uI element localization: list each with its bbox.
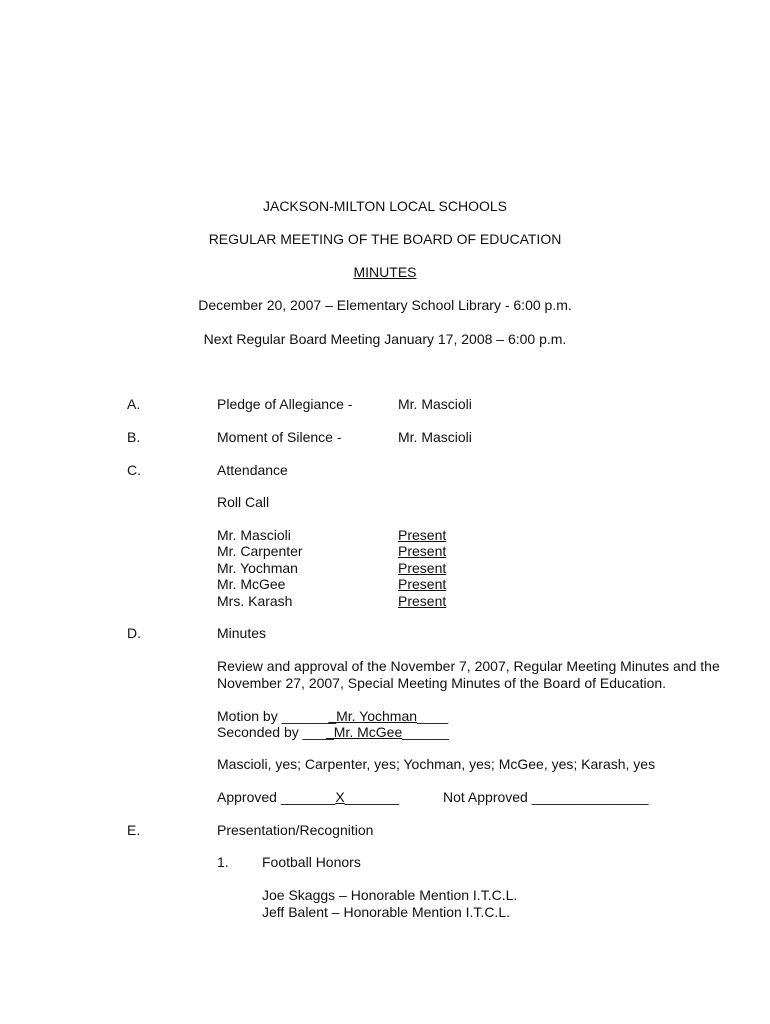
honor-entry: Joe Skaggs – Honorable Mention I.T.C.L.: [262, 887, 518, 903]
approved-prefix: Approved _______: [217, 789, 336, 805]
date-line: December 20, 2007 – Elementary School Library - 6:00 p.m.: [198, 297, 572, 313]
next-meeting-line: Next Regular Board Meeting January 17, 2008 – 6:00 p.m.: [203, 331, 567, 347]
motion-prefix: Motion by ______: [217, 708, 329, 724]
doc-type-title: [0, 264, 770, 280]
section-c-label: Attendance: [217, 462, 288, 478]
roll-status: Present: [398, 560, 447, 576]
motion-suffix: ____: [417, 708, 449, 724]
roll-name: Mrs. Karash: [217, 593, 293, 609]
approved-mark: X: [335, 789, 345, 805]
approved-suffix: _______: [344, 789, 400, 805]
section-a-value: Mr. Mascioli: [398, 396, 472, 412]
roll-status: Present: [398, 543, 447, 559]
section-d-letter: D.: [127, 625, 141, 641]
section-b-value: Mr. Mascioli: [398, 429, 472, 445]
vote-line: Mascioli, yes; Carpenter, yes; Yochman, yes; McGee, yes; Karash, yes: [217, 756, 656, 772]
section-a-letter: A.: [127, 396, 141, 412]
roll-status: Present: [398, 576, 447, 592]
roll-status: Present: [398, 593, 447, 609]
seconded-suffix: ______: [402, 724, 449, 740]
section-b-letter: B.: [127, 429, 141, 445]
section-b-label: Moment of Silence -: [217, 429, 342, 445]
section-a-label: Pledge of Allegiance -: [217, 396, 353, 412]
section-c-letter: C.: [127, 462, 141, 478]
roll-call-heading: Roll Call: [217, 494, 270, 510]
approved-line: [217, 789, 399, 805]
not-approved-line: Not Approved _______________: [443, 789, 649, 805]
roll-name: Mr. Yochman: [217, 560, 298, 576]
item-label: Football Honors: [262, 854, 361, 870]
honor-entry: Jeff Balent – Honorable Mention I.T.C.L.: [262, 904, 510, 920]
roll-name: Mr. Carpenter: [217, 543, 303, 559]
review-text-line-1: Review and approval of the November 7, 2007, Regular Meeting Minutes and the: [217, 658, 720, 674]
motion-line: [217, 708, 448, 724]
meeting-title: REGULAR MEETING OF THE BOARD OF EDUCATION: [208, 231, 562, 247]
section-d-label: Minutes: [217, 625, 267, 641]
roll-name: Mr. McGee: [217, 576, 286, 592]
section-e-label: Presentation/Recognition: [217, 822, 374, 838]
org-title: JACKSON-MILTON LOCAL SCHOOLS: [262, 198, 507, 214]
seconded-prefix: Seconded by ___: [217, 724, 326, 740]
item-number: 1.: [217, 854, 229, 870]
review-text-line-2: November 27, 2007, Special Meeting Minutes of the Board of Education.: [217, 675, 667, 691]
roll-status: Present: [398, 527, 447, 543]
section-e-letter: E.: [127, 822, 141, 838]
doc-type-text: MINUTES: [353, 264, 417, 280]
motion-name: _Mr. Yochman: [328, 708, 418, 724]
roll-name: Mr. Mascioli: [217, 527, 291, 543]
seconded-name: _Mr. McGee: [325, 724, 403, 740]
seconded-line: [217, 724, 449, 740]
